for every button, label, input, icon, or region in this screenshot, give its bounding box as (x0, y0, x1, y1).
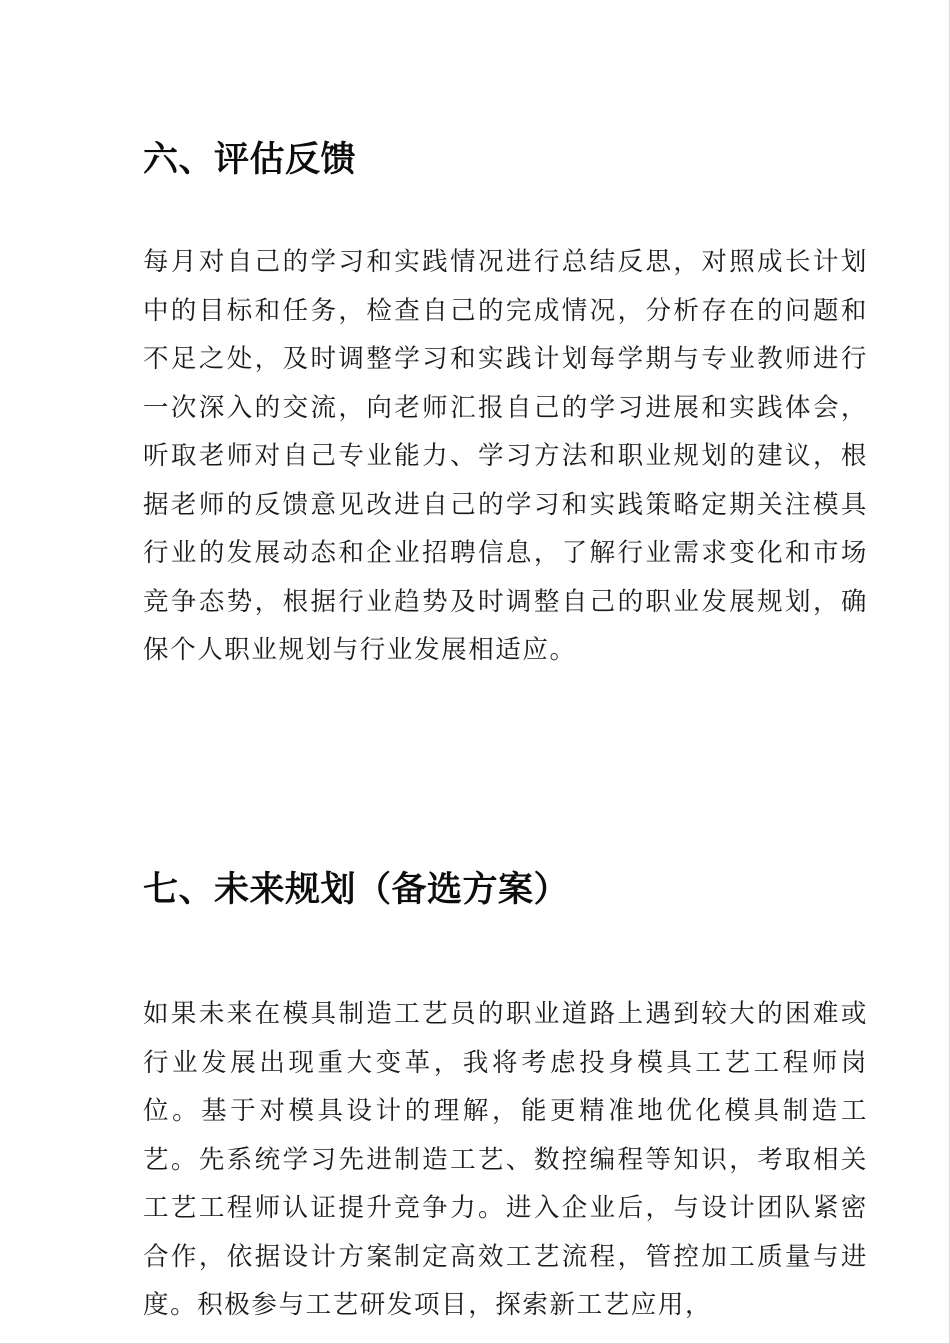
section-heading-future-plan: 七、未来规划（备选方案） (143, 870, 570, 910)
section-heading-evaluation-feedback: 六、评估反馈 (143, 140, 357, 180)
section-paragraph-future-plan: 如果未来在模具制造工艺员的职业道路上遇到较大的困难或行业发展出现重大变革，我将考虑投身模具工艺工程师岗位。基于对模具设计的理解，能更精准地优化模具制造工艺。先系统学习先进制造工艺、数控编程等知识，考取相关工艺工程师认证提升竞争力。进入企业后，与设计团队紧密合作，依据设计方案制定高效工艺流程，管控加工质量与进度。积极参与工艺研发项目，探索新工艺应用， (143, 999, 868, 1320)
section-paragraph-evaluation-feedback: 每月对自己的学习和实践情况进行总结反思，对照成长计划中的目标和任务，检查自己的完成情况，分析存在的问题和不足之处，及时调整学习和实践计划每学期与专业教师进行一次深入的交流，向老师汇报自己的学习进展和实践体会，听取老师对自己专业能力、学习方法和职业规划的建议，根据老师的反馈意见改进自己的学习和实践策略定期关注模具行业的发展动态和企业招聘信息，了解行业需求变化和市场竞争态势，根据行业趋势及时调整自己的职业发展规划，确保个人职业规划与行业发展相适应。 (143, 247, 868, 665)
